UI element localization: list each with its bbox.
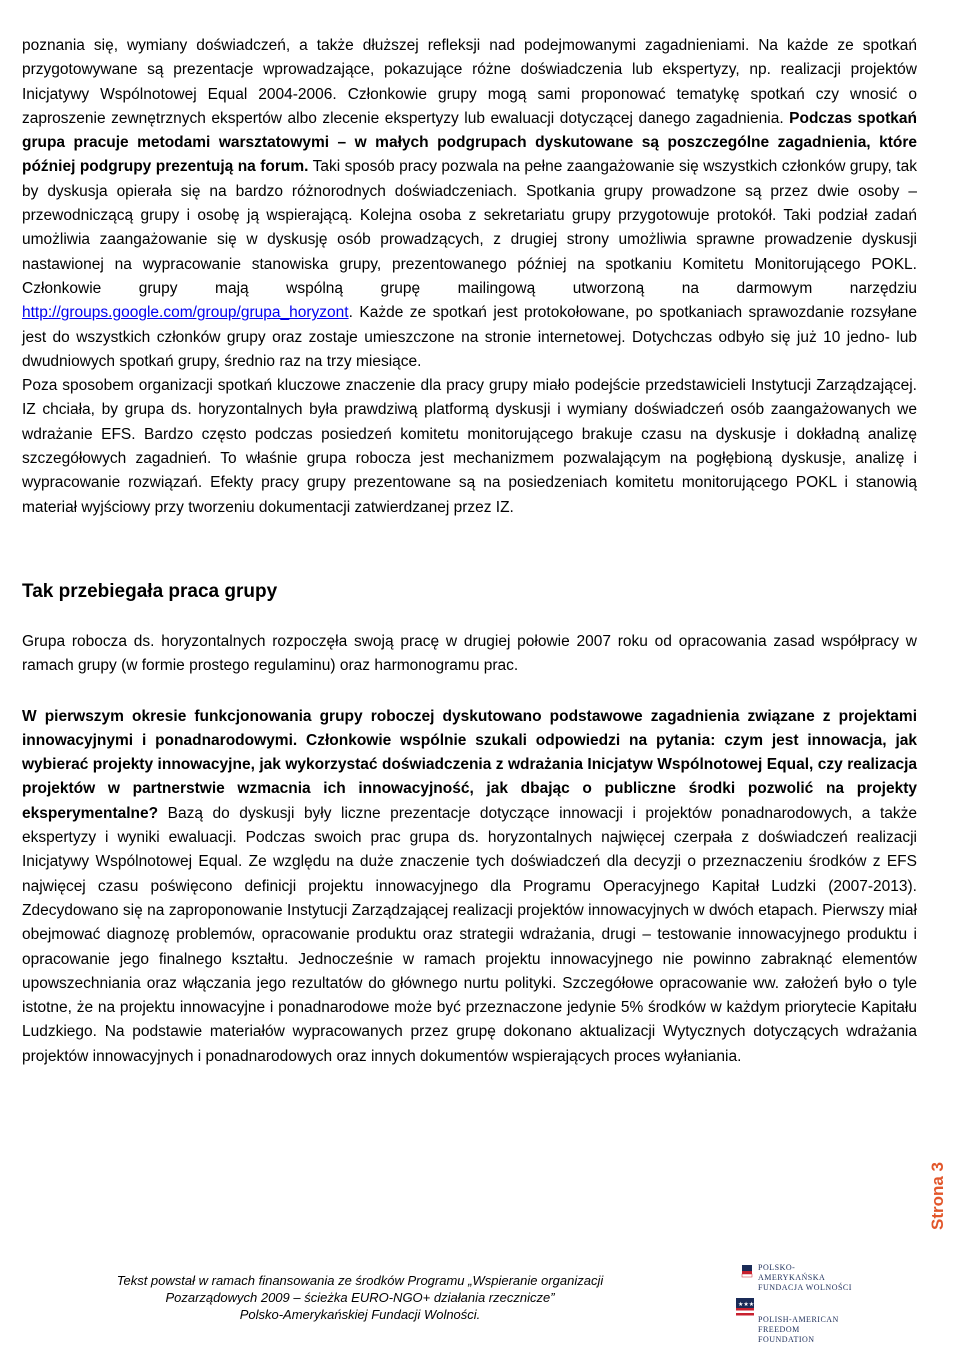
paragraph-2 xyxy=(22,374,917,520)
text-run: Poza sposobem organizacji spotkań kluczowe znaczenie dla pracy grupy miało podejście przedstawicieli Instytucji Zarządzającej. IZ chciała, by grupa ds. horyzontalnych była prawdziwą platformą dyskusji i wymiany doświadczeń osób zaangażowanych we wdrażanie EFS. Bardzo często podczas posiedzeń komitetu monitorującego brakuje czasu na dyskusje i dokładną analizę szczegółowych zagadnień. To właśnie grupa robocza jest mechanizmem pozwalającym na pogłębioną dyskusje, analizę i wypracowanie rozwiązań. Efekty pracy grupy prezentowane są na posiedzeniach komitetu monitorującego POKL i stanowią materiał wyjściowy przy tworzeniu dokumentacji zatwierdzanej przez IZ. xyxy=(22,377,917,516)
text-run: . Każde ze spotkań jest protokołowane, po spotkaniach sprawozdanie rozsyłane jest do wszystkich członków grupy oraz zostaje umieszczone na stronie internetowej. Dotychczas odbyło się już 10 jedno- lub dwudniowych spotkań grupy, średnio raz na trzy miesiące. xyxy=(22,304,917,370)
pafw-line-1: POLSKO-AMERYKAŃSKA xyxy=(758,1263,826,1282)
footer-note xyxy=(60,1272,660,1323)
section-heading: Tak przebiegała praca grupy xyxy=(22,580,278,602)
footer-line-3: Polsko-Amerykańskiej Fundacji Wolności. xyxy=(239,1307,481,1322)
text-run: poznania się, wymiany doświadczeń, a także dłuższej refleksji nad podejmowanymi zagadnieniami. Na każde ze spotkań przygotowywane są prezentacje wprowadzające, pokazujące różne doświadczenia lub ekspertyzy, np. realizacji projektów Inicjatywy Wspólnotowej Equal 2004-2006. Członkowie grupy mogą sami proponować tematykę spotkań czy wnosić o zaproszenie zewnętrznych ekspertów albo zlecenie ekspertyzy lub ewaluacji dotyczącej danego zagadnienia. xyxy=(22,37,917,127)
groups-link[interactable]: http://groups.google.com/group/grupa_horyzont xyxy=(22,304,349,322)
text-run: Taki sposób pracy pozwala na pełne zaangażowanie się wszystkich członków grupy, tak by dyskusja opierała się na bardzo różnorodnych doświadczeniach. Spotkania grupy prowadzone są przez dwie osoby – przewodniczącą grupy i osobę ją wspierającą. Kolejna osoba z sekretariatu grupy przygotowuje protokół. Taki podział zadań umożliwia zaangażowanie się w dyskusję osób prowadzących, z drugiej strony umożliwia sprawne prowadzenie dyskusji nastawionej na wypracowanie stanowiska grupy, prezentowanego później na spotkaniu Komitetu Monitorującego POKL. Członkowie grupy mają wspólną grupę mailingową utworzoną na darmowym narzędziu xyxy=(22,158,917,297)
document-body xyxy=(22,34,917,1069)
text-run: Bazą do dyskusji były liczne prezentacje dotyczące innowacji i projektów ponadnarodowych, a także ekspertyzy i wyniki ewaluacji. Podczas swoich prac grupa ds. horyzontalnych najwięcej czerpała z doświadczeń realizacji Inicjatywy Wspólnotowej Equal. Ze względu na duże znaczenie tych doświadczeń dla decyzji o przeznaczeniu środków z EFS najwięcej czasu poświęcono definicji projektu innowacyjnego dla Programu Operacyjnego Kapitał Ludzki (2007-2013). Zdecydowano się na zaproponowanie Instytucji Zarządzającej realizacji projektów innowacyjnych w dwóch etapach. Pierwszy miał obejmować diagnozę problemów, opracowanie produktu oraz strategii wdrażania, drugi – testowanie innowacyjnego produktu i opracowanie jego finalnego kształtu. Jednocześnie w ramach projektu innowacyjnego nie powinno zabraknąć elementów upowszechniania oraz włączania jego rezultatów do głównego nurtu polityki. Szczegółowe opracowanie ww. założeń było o tyle istotne, że na projektu innowacyjne i ponadnarodowe może być przeznaczone jedynie 5% środków w każdym priorytecie Kapitału Ludzkiego. Na podstawie materiałów wypracowanych przez grupę dokonano aktualizacji Wytycznych dotyczących wdrażania projektów innowacyjnych i ponadnarodowych oraz innych dokumentów wspierających proces wyłaniania. xyxy=(22,804,917,1065)
paff-line-2: FREEDOM FOUNDATION xyxy=(758,1325,815,1344)
section-body xyxy=(22,705,917,1069)
paff-line-1: POLISH-AMERICAN xyxy=(758,1315,839,1324)
footer-line-1: Tekst powstał w ramach finansowania ze środków Programu „Wspieranie organizacji xyxy=(116,1273,604,1288)
paragraph-1 xyxy=(22,34,917,374)
page-number-label: Strona 3 xyxy=(928,1161,947,1230)
footer-line-2: Pozarządowych 2009 – ścieżka EURO-NGO+ działania rzecznicze” xyxy=(165,1290,555,1305)
pafw-logo xyxy=(732,1261,852,1295)
pafw-line-2: FUNDACJA WOLNOŚCI xyxy=(758,1283,852,1292)
paff-logo xyxy=(732,1295,852,1344)
bold-text: W pierwszym okresie funkcjonowania grupy roboczej dyskutowano podstawowe zagadnienia związane z projektami innowacyjnymi i ponadnarodowymi. Członkowie wspólnie szukali odpowiedzi na pytania: czym jest innowacja, jak wybierać projekty innowacyjne, jak wykorzystać doświadczenia z wdrażania Inicjatyw Wspólnotowej Equal, czy realizacja projektów w partnerstwie wzmacnia ich innowacyjność, jak dbając o publiczne środki pozwolić na projekty eksperymentalne? xyxy=(22,707,917,822)
section-intro: Grupa robocza ds. horyzontalnych rozpoczęła swoją pracę w drugiej połowie 2007 roku od opracowania zasad współpracy w ramach grupy (w formie prostego regulaminu) oraz harmonogramu prac. xyxy=(22,632,917,675)
svg-text:★★★: ★★★ xyxy=(738,1302,755,1308)
bold-text: Podczas spotkań grupa pracuje metodami warsztatowymi – w małych podgrupach dyskutowane są poszczególne zagadnienia, które później podgrupy prezentują na forum. xyxy=(22,109,917,176)
